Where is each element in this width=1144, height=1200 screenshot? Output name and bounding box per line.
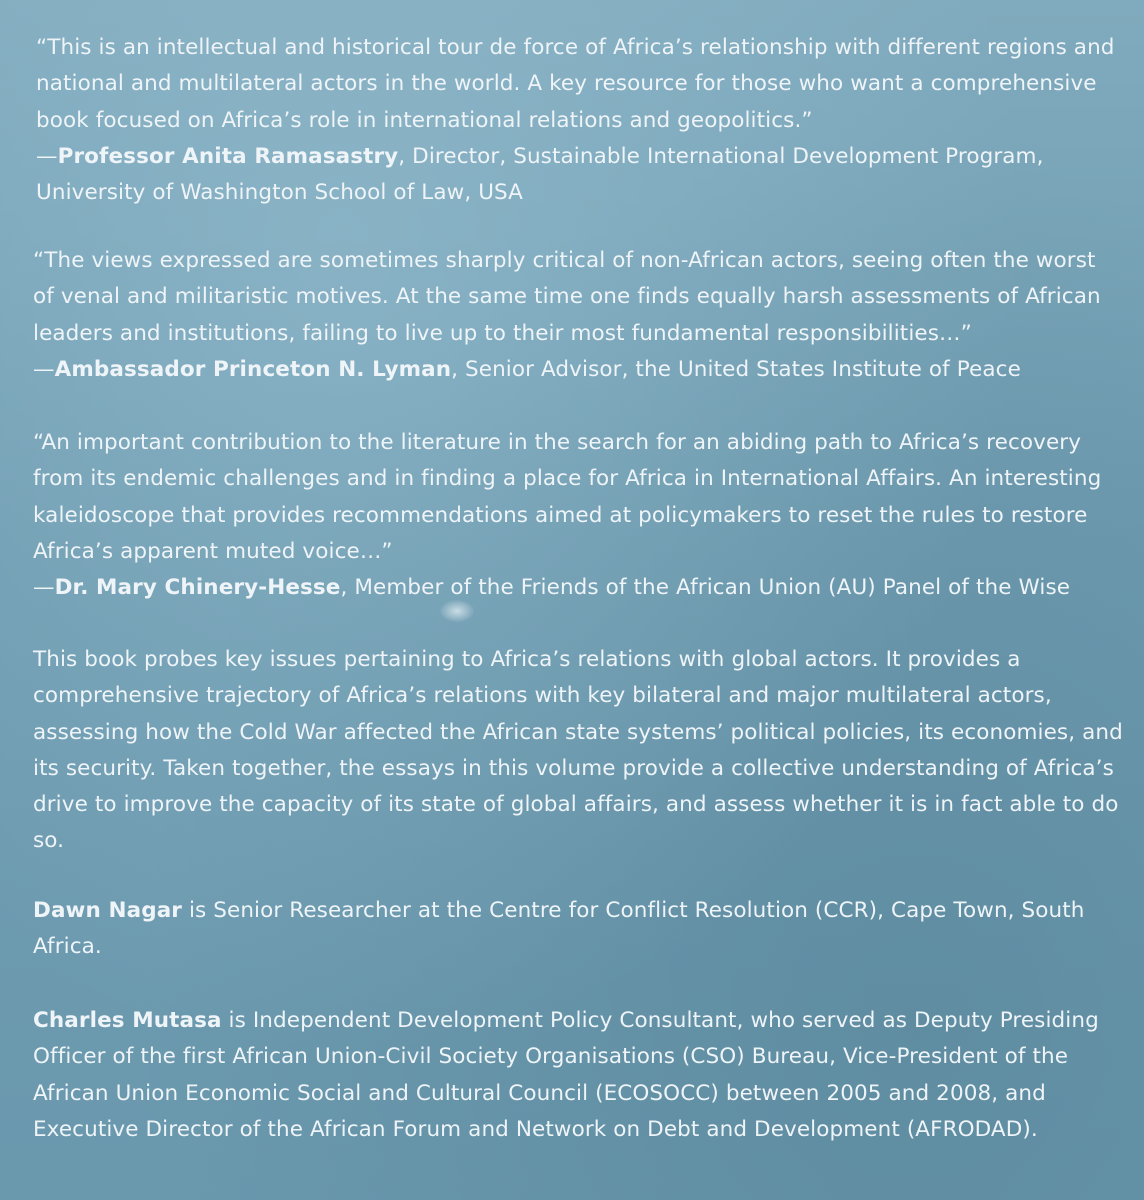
endorsement-blurb [33,425,1123,606]
endorser-affiliation: , Senior Advisor, the United States Institute of Peace [451,356,1021,382]
author-name: Dawn Nagar [33,898,183,923]
book-description-text: This book probes key issues pertaining to Africa’s relations with global actors. It provides a comprehensive trajectory of Africa’s relations with key bilateral and major multilateral actors, assessing how the Cold War affected the African state systems’ political policies, its economies, and its security. Taken together, the essays in this volume provide a collective understanding of Africa’s drive to improve the capacity of its state of global affairs, and assess whether it is in fact able to do so. [33,647,1123,854]
endorsement-blurb [33,243,1123,388]
attribution-dash: — [36,143,58,169]
attribution-dash: — [33,575,55,601]
endorser-affiliation: , Director, Sustainable International Development Program, University of Washington School of Law, USA [36,143,1044,206]
author-bio [33,893,1123,966]
author-bio-text: is Independent Development Policy Consultant, who served as Deputy Presiding Officer of the first African Union-Civil Society Organisations (CSO) Bureau, Vice-President of the African Union Economic Social and Cultural Council (ECOSOCC) between 2005 and 2008, and Executive Director of the African Forum and Network on Debt and Development (AFRODAD). [33,1008,1099,1142]
endorsement-quote: “The views expressed are sometimes sharply critical of non-African actors, seeing often the worst of venal and militaristic motives. At the same time one finds equally harsh assessments of African leaders and institutions, failing to live up to their most fundamental responsibilities…” [33,248,1101,346]
endorser-name: Dr. Mary Chinery-Hesse [54,575,341,601]
endorser-name: Ambassador Princeton N. Lyman [54,356,452,382]
endorsement-attribution [33,570,1123,606]
endorsement-attribution [36,139,1116,212]
author-bio-text: is Senior Researcher at the Centre for Conflict Resolution (CCR), Cape Town, South Africa. [33,898,1085,960]
endorsement-attribution [33,352,1123,388]
endorser-affiliation: , Member of the Friends of the African Union (AU) Panel of the Wise [340,575,1071,601]
attribution-dash: — [33,356,55,382]
cover-scuff-mark [440,600,474,622]
endorsement-blurb [36,30,1116,211]
endorsement-quote: “This is an intellectual and historical tour de force of Africa’s relationship with different regions and national and multilateral actors in the world. A key resource for those who want a comprehensive book focused on Africa’s role in international relations and geopolitics.” [36,35,1115,133]
book-description [33,642,1123,860]
author-name: Charles Mutasa [33,1008,222,1033]
endorsement-quote: “An important contribution to the literature in the search for an abiding path to Africa’s recovery from its endemic challenges and in finding a place for Africa in International Affairs. An interesting kaleidoscope that provides recommendations aimed at policymakers to reset the rules to restore Africa’s apparent muted voice…” [33,430,1102,564]
endorser-name: Professor Anita Ramasastry [57,143,399,169]
author-bio [33,1003,1123,1148]
